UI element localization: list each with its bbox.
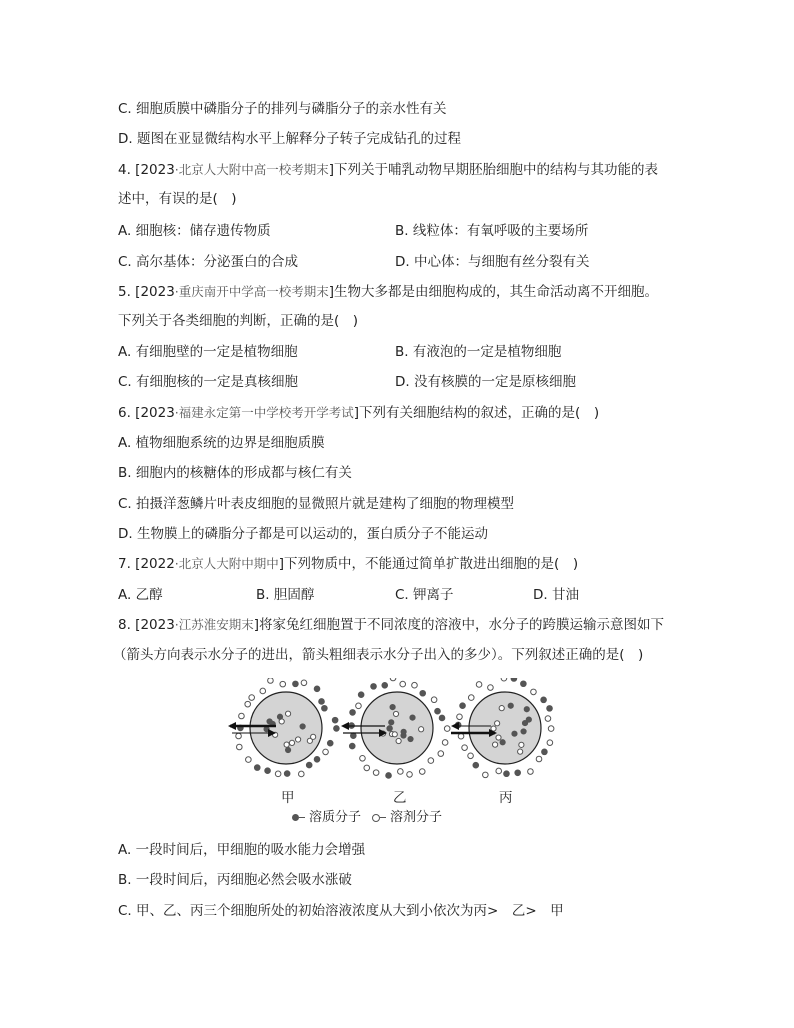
outer-molecule	[322, 705, 328, 711]
q4-stem-line1	[118, 160, 658, 180]
q8-stem-text: ]将家兔红细胞置于不同浓度的溶液中，水分子的跨膜运输示意图如下	[253, 617, 665, 633]
q5-stem-text: ]生物大多都是由细胞构成的，其生命活动离不开细胞。	[328, 284, 659, 300]
q7-option-a: A. 乙醇	[118, 587, 163, 603]
q8-option-c: C. 甲、乙、丙三个细胞所处的初始溶液浓度从大到小依次为丙> 乙> 甲	[118, 903, 564, 919]
outer-molecule	[254, 765, 260, 771]
outer-molecule	[439, 715, 445, 721]
cell-membrane	[469, 692, 541, 764]
outer-molecule	[301, 680, 307, 686]
q7-stem-text: ]下列物质中，不能通过简单扩散进出细胞的是( )	[278, 556, 579, 572]
outer-molecule	[236, 733, 242, 739]
outer-molecule	[515, 770, 521, 776]
outer-molecule	[541, 697, 547, 703]
legend-solute: 溶质分子	[292, 806, 361, 825]
cell-membrane	[250, 692, 322, 764]
outer-molecule	[239, 713, 245, 719]
q5-stem-line2: 下列关于各类细胞的判断，正确的是( )	[118, 313, 359, 329]
q4-number: 4. [2023	[118, 162, 175, 178]
q4-source: ·北京人大附中高一校考期末	[174, 162, 329, 177]
q5-option-b: B. 有液泡的一定是植物细胞	[395, 344, 562, 360]
inner-molecule	[522, 720, 527, 725]
inner-molecule	[300, 724, 305, 729]
label-bing: 丙	[499, 790, 513, 806]
inner-molecule	[389, 720, 394, 725]
outer-molecule	[356, 703, 362, 709]
outer-molecule	[371, 684, 377, 690]
outer-molecule	[284, 771, 290, 777]
q4-option-c: C. 高尔基体：分泌蛋白的合成	[118, 254, 299, 270]
inner-molecule	[524, 707, 529, 712]
outer-molecule	[265, 768, 271, 774]
q8-source: ·江苏淮安期末	[174, 617, 254, 632]
inner-molecule	[408, 736, 413, 741]
outer-molecule	[400, 681, 406, 687]
outer-molecule	[457, 714, 463, 720]
outer-molecule	[245, 701, 251, 707]
inner-molecule	[499, 706, 504, 711]
outer-molecule	[419, 769, 425, 775]
q4-option-b: B. 线粒体：有氧呼吸的主要场所	[395, 223, 589, 239]
outer-molecule	[293, 681, 299, 687]
outer-molecule	[364, 765, 370, 771]
outer-molecule	[548, 726, 554, 732]
outer-molecule	[327, 740, 333, 746]
outer-molecule	[528, 769, 534, 775]
q5-source: ·重庆南开中学高一校考期末	[174, 284, 329, 299]
outer-molecule	[268, 678, 274, 683]
outer-molecule	[473, 762, 479, 768]
inner-molecule	[518, 749, 523, 754]
inner-molecule	[519, 742, 524, 747]
outer-molecule	[332, 717, 338, 723]
outer-molecule	[349, 743, 355, 749]
label-jia: 甲	[281, 790, 295, 806]
q3-option-c: C. 细胞质膜中磷脂分子的排列与磷脂分子的亲水性有关	[118, 101, 447, 117]
inner-molecule	[396, 738, 401, 743]
inner-molecule	[508, 703, 513, 708]
q7-option-b: B. 胆固醇	[256, 587, 315, 603]
outer-molecule	[545, 716, 551, 722]
cell-bing	[451, 678, 554, 778]
inner-molecule	[500, 740, 505, 745]
outer-molecule	[531, 689, 537, 695]
outer-molecule	[476, 682, 482, 688]
q4-option-d: D. 中心体：与细胞有丝分裂有关	[395, 254, 590, 270]
outer-molecule	[386, 773, 392, 779]
outer-molecule	[511, 678, 517, 681]
outer-molecule	[350, 710, 356, 716]
outer-molecule	[542, 749, 548, 755]
outer-molecule	[462, 745, 468, 751]
cell-jia	[230, 678, 339, 777]
outer-molecule	[435, 708, 441, 714]
q6-option-d: D. 生物膜上的磷脂分子都是可以运动的，蛋白质分子不能运动	[118, 526, 488, 542]
legend-solvent: 溶剂分子	[372, 806, 442, 825]
inner-molecule	[264, 727, 269, 732]
outer-molecule	[398, 769, 404, 775]
q8-stem-line1	[118, 615, 664, 635]
q6-option-b: B. 细胞内的核糖体的形成都与核仁有关	[118, 465, 352, 481]
outer-molecule	[468, 695, 474, 701]
solute-molecule-icon	[292, 814, 299, 821]
cell-yi	[343, 678, 450, 778]
q5-option-a: A. 有细胞壁的一定是植物细胞	[118, 344, 298, 360]
outer-molecule	[460, 703, 466, 709]
outer-molecule	[536, 756, 542, 762]
inner-molecule	[495, 721, 500, 726]
outer-molecule	[260, 688, 266, 694]
inner-molecule	[277, 714, 282, 719]
inner-molecule	[289, 740, 294, 745]
outer-molecule	[237, 744, 243, 750]
outer-molecule	[407, 772, 413, 778]
inner-molecule	[295, 737, 300, 742]
q7-number: 7. [2022	[118, 556, 175, 572]
inner-molecule	[285, 711, 290, 716]
q4-stem-text: ]下列关于哺乳动物早期胚胎细胞中的结构与其功能的表	[328, 162, 659, 178]
osmosis-figure	[226, 678, 566, 832]
q6-number: 6. [2023	[118, 405, 175, 421]
q6-option-c: C. 拍摄洋葱鳞片叶表皮细胞的显微照片就是建构了细胞的物理模型	[118, 496, 515, 512]
outer-molecule	[382, 682, 388, 688]
outer-molecule	[420, 690, 426, 696]
outer-molecule	[306, 762, 312, 768]
outer-molecule	[351, 733, 357, 739]
q6-stem-line1	[118, 403, 599, 423]
outer-molecule	[488, 685, 494, 691]
inner-molecule	[496, 735, 501, 740]
q4-stem-line2: 述中，有误的是( )	[118, 191, 237, 207]
q8-option-a: A. 一段时间后，甲细胞的吸水能力会增强	[118, 842, 366, 858]
q5-stem-line1	[118, 282, 658, 302]
q6-source: ·福建永定第一中学校考开学考试	[174, 405, 354, 420]
outer-molecule	[360, 755, 366, 761]
q5-number: 5. [2023	[118, 284, 175, 300]
outer-molecule	[501, 678, 507, 681]
q6-option-a: A. 植物细胞系统的边界是细胞质膜	[118, 435, 325, 451]
outer-molecule	[358, 692, 364, 698]
outer-molecule	[249, 695, 255, 701]
inner-molecule	[393, 711, 398, 716]
outer-molecule	[442, 740, 448, 746]
inner-molecule	[512, 731, 517, 736]
outer-molecule	[373, 770, 379, 776]
q7-source: ·北京人大附中期中	[174, 556, 279, 571]
inner-molecule	[419, 727, 424, 732]
inner-molecule	[284, 742, 289, 747]
q7-option-d: D. 甘油	[533, 587, 579, 603]
inner-molecule	[390, 705, 395, 710]
outer-molecule	[547, 740, 553, 746]
q8-number: 8. [2023	[118, 617, 175, 633]
outer-molecule	[431, 697, 437, 703]
inner-molecule	[311, 734, 316, 739]
outer-molecule	[444, 726, 450, 732]
outer-molecule	[314, 757, 320, 763]
outer-molecule	[319, 699, 325, 705]
inner-molecule	[491, 726, 496, 731]
q7-option-c: C. 钾离子	[395, 587, 454, 603]
outer-molecule	[521, 681, 527, 687]
q8-option-b: B. 一段时间后，丙细胞必然会吸水涨破	[118, 872, 352, 888]
inner-molecule	[521, 729, 526, 734]
q3-option-d: D. 题图在亚显微结构水平上解释分子转子完成钻孔的过程	[118, 131, 461, 147]
outer-molecule	[334, 726, 340, 732]
outer-molecule	[496, 768, 502, 774]
q7-stem-line1	[118, 554, 578, 574]
outer-molecule	[547, 706, 553, 712]
outer-molecule	[412, 682, 418, 688]
outer-molecule	[504, 771, 510, 777]
inner-molecule	[285, 747, 290, 752]
outer-molecule	[390, 678, 396, 681]
q5-option-d: D. 没有核膜的一定是原核细胞	[395, 374, 576, 390]
inner-molecule	[387, 726, 392, 731]
outer-molecule	[468, 753, 474, 759]
outer-molecule	[314, 686, 320, 692]
outer-molecule	[323, 749, 329, 755]
inner-molecule	[401, 729, 406, 734]
outer-molecule	[483, 772, 489, 778]
inner-molecule	[492, 742, 497, 747]
inner-molecule	[410, 715, 415, 720]
outer-molecule	[280, 681, 286, 687]
q6-stem-text: ]下列有关细胞结构的叙述，正确的是( )	[353, 405, 600, 421]
outer-molecule	[455, 722, 461, 728]
outer-molecule	[246, 757, 252, 763]
outer-molecule	[438, 751, 444, 757]
label-yi: 乙	[393, 790, 407, 806]
outer-molecule	[428, 758, 434, 764]
solvent-molecule-icon	[372, 814, 380, 822]
inner-molecule	[392, 732, 397, 737]
q8-stem-line2: （箭头方向表示水分子的进出，箭头粗细表示水分子出入的多少）。下列叙述正确的是( )	[113, 647, 644, 663]
q4-option-a: A. 细胞核：储存遗传物质	[118, 223, 271, 239]
outer-molecule	[298, 771, 304, 777]
outer-molecule	[275, 771, 281, 777]
q5-option-c: C. 有细胞核的一定是真核细胞	[118, 374, 299, 390]
